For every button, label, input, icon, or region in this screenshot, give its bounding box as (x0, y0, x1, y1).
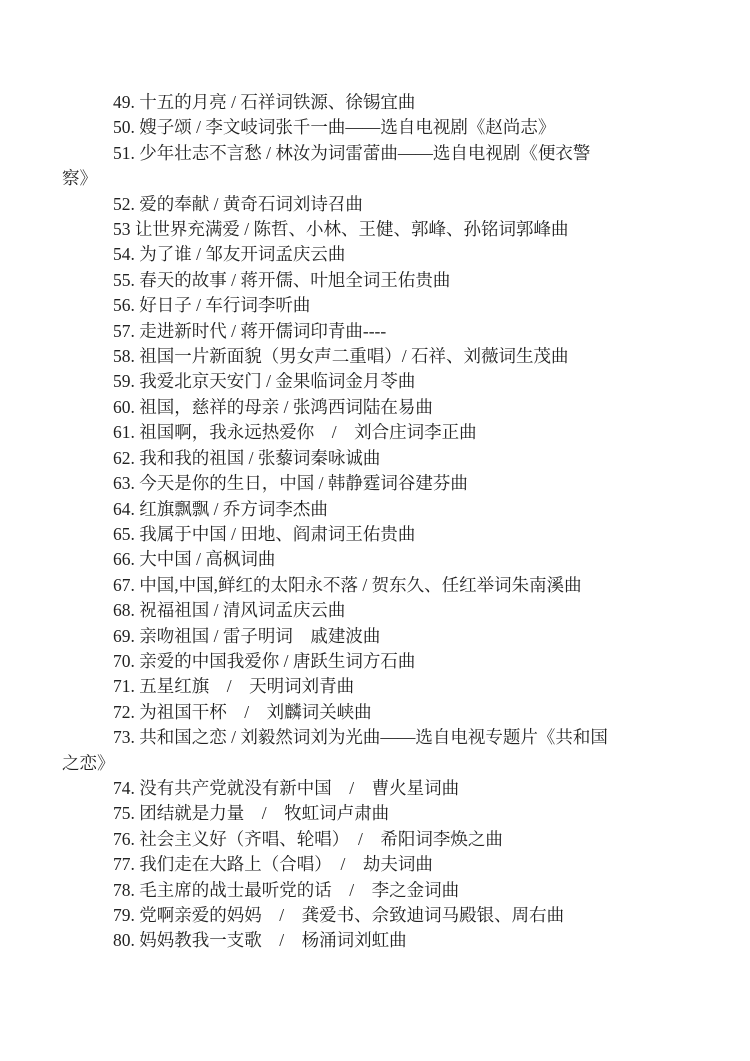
list-item: 67. 中国,中国,鲜红的太阳永不落 / 贺东久、任红举词朱南溪曲 (113, 574, 582, 595)
list-item: 75. 团结就是力量 / 牧虹词卢肃曲 (113, 803, 390, 824)
list-item: 76. 社会主义好（齐唱、轮唱） / 希阳词李焕之曲 (113, 828, 503, 849)
list-item: 79. 党啊亲爱的妈妈 / 龚爱书、佘致迪词马殿银、周右曲 (113, 905, 565, 925)
list-item: 49. 十五的月亮 / 石祥词铁源、徐锡宜曲 (113, 92, 416, 112)
list-item: 61. 祖国啊，我永远热爱你 / 刘合庄词李正曲 (113, 422, 477, 443)
list-item: 59. 我爱北京天安门 / 金果临词金月苓曲 (113, 371, 416, 392)
list-item: 62. 我和我的祖国 / 张藜词秦咏诚曲 (113, 447, 381, 468)
list-item: 72. 为祖国干杯 / 刘麟词关峡曲 (113, 701, 372, 722)
list-item: 57. 走进新时代 / 蒋开儒词印青曲---- (113, 320, 387, 341)
list-item: 50. 嫂子颂 / 李文岐词张千一曲——选自电视剧《赵尚志》 (113, 117, 556, 138)
list-item: 56. 好日子 / 车行词李听曲 (113, 295, 311, 316)
list-item: 53 让世界充满爱 / 陈哲、小林、王健、郭峰、孙铭词郭峰曲 (113, 219, 569, 240)
list-item: 63. 今天是你的生日，中国 / 韩静霆词谷建芬曲 (113, 473, 468, 494)
list-item: 55. 春天的故事 / 蒋开儒、叶旭全词王佑贵曲 (113, 269, 451, 290)
song-list (62, 90, 614, 954)
list-item: 71. 五星红旗 / 天明词刘青曲 (113, 676, 355, 697)
list-item: 70. 亲爱的中国我爱你 / 唐跃生词方石曲 (113, 650, 416, 671)
list-item: 80. 妈妈教我一支歌 / 杨涌词刘虹曲 (113, 930, 407, 951)
list-item: 78. 毛主席的战士最听党的话 / 李之金词曲 (113, 879, 460, 900)
list-item: 73. 共和国之恋 / 刘毅然词刘为光曲——选自电视专题片《共和国之恋》 (62, 727, 608, 773)
list-item: 66. 大中国 / 高枫词曲 (113, 549, 276, 570)
list-item: 74. 没有共产党就没有新中国 / 曹火星词曲 (113, 777, 460, 798)
list-item: 68. 祝福祖国 / 清风词孟庆云曲 (113, 600, 346, 621)
list-item: 69. 亲吻祖国 / 雷子明词 戚建波曲 (113, 625, 381, 646)
list-item: 77. 我们走在大路上（合唱） / 劫夫词曲 (113, 854, 433, 875)
list-item: 65. 我属于中国 / 田地、阎肃词王佑贵曲 (113, 523, 416, 544)
list-item: 60. 祖国，慈祥的母亲 / 张鸿西词陆在易曲 (113, 396, 433, 417)
list-item: 64. 红旗飘飘 / 乔方词李杰曲 (113, 498, 328, 519)
list-item: 51. 少年壮志不言愁 / 林汝为词雷蕾曲——选自电视剧《便衣警察》 (62, 142, 591, 189)
list-item: 52. 爱的奉献 / 黄奇石词刘诗召曲 (113, 193, 363, 214)
list-item: 54. 为了谁 / 邹友开词孟庆云曲 (113, 244, 346, 265)
list-item: 58. 祖国一片新面貌（男女声二重唱）/ 石祥、刘薇词生茂曲 (113, 346, 569, 367)
